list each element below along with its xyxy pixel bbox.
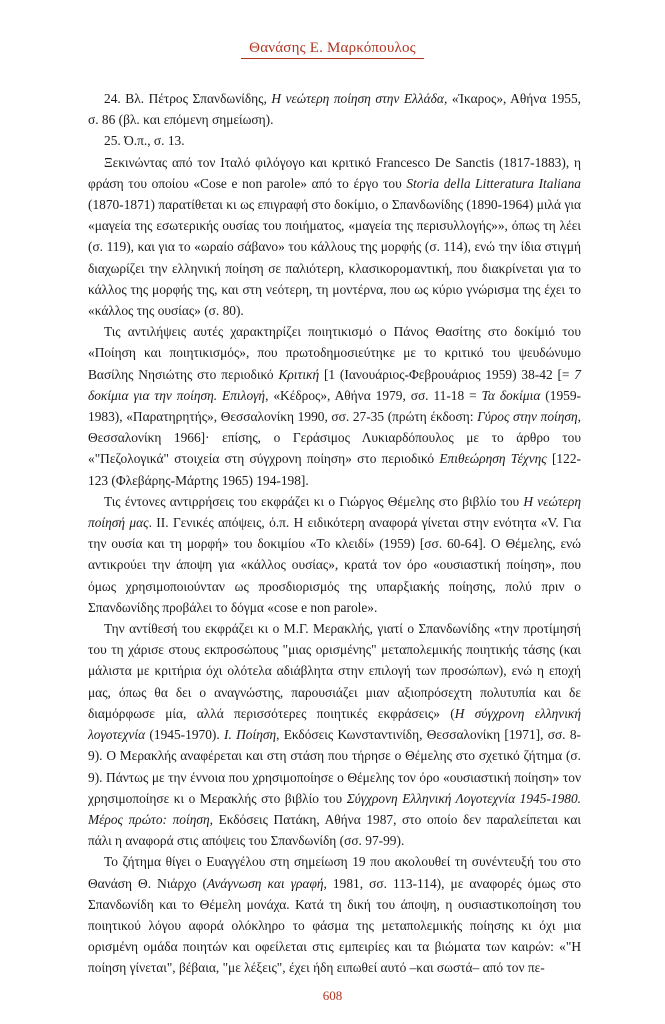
running-title: Θανάσης Ε. Μαρκόπουλος <box>241 40 424 59</box>
notes-body <box>88 88 581 979</box>
note-25-text: 25. Ό.π., σ. 13. <box>104 133 185 149</box>
note-24 <box>88 88 581 130</box>
paragraph-5: Το ζήτημα θίγει ο Ευαγγέλου στη σημείωση 19 που ακολουθεί τη συνέντευξή του στο Θανάση Θ. Νιάρχο (Ανάγνωση και γραφή, 1981, σσ. 113-114), με αναφορές όμως στο Σπανδωνίδη και το Θέμελη μονάχα. Κατά τη δική του άποψη, η ουσιαστικοποίηση του ποιητικού λόγου αφορά ολόκληρο το φάσμα της μεταπολεμικής ποίησης κι όχι μια ορισμένη ομάδα ποιητών και οφείλεται στις εμπειρίες και τα βιώματα των καιρών: «"Η ποίηση γίνεται", βέβαια, "με λέξεις", έχει ήδη ειπωθεί αυτό –και σωστά– από τον πε- <box>88 854 581 976</box>
paragraph-1: Ξεκινώντας από τον Ιταλό φιλόγογο και κριτικό Francesco De Sanctis (1817-1883), η φράση του οποίου «Cose e non parole» από το έργο του Storia della Litteratura Italiana (1870-1871) παρατίθεται κι ως επιγραφή στο δοκίμιο, ο Σπανδωνίδης (1890-1964) μιλά για «μαγεία της εσωτερικής ουσίας του ποιήματος, «μαγεία της περισυλλογής»», όπως τη λέει (σ. 119), και για το «ωραίο σάβανο» του κάλλους της μορφής (σ. 114), ενώ την ίδια στιγμή διαχωρίζει την ελληνική ποίηση σε παλιότερη, κλασικορομαντική, που διακρίνεται για το κάλλος της μορφής της, και στη νεότερη, τη μοντέρνα, που ως κύριο γνώρισμα της έχει το «κάλλος της ουσίας» (σ. 80). <box>88 154 581 319</box>
page-number: 608 <box>322 988 343 1003</box>
note-24-title: Η νεώτερη ποίηση στην Ελλάδα <box>271 91 444 106</box>
running-header <box>0 40 665 59</box>
note-25 <box>88 130 581 151</box>
note-24-rest: , «Ίκαρος», Αθήνα 1955, σ. 86 (βλ. και επόμενη σημείωση). <box>88 91 581 128</box>
paragraph-2: Τις αντιλήψεις αυτές χαρακτηρίζει ποιητικισμό ο Πάνος Θασίτης στο δοκίμιό του «Ποίηση και ποιητικισμός», που πρωτοδημοσιεύτηκε με το κριτικό του ψευδώνυμο Βασίλης Νησιώτης στο περιοδικό Κριτική [1 (Ιανουάριος-Φεβρουάριος 1959) 38-42 [= 7 δοκίμια για την ποίηση. Επιλογή, «Κέδρος», Αθήνα 1979, σσ. 11-18 = Τα δοκίμια (1959-1983), «Παρατηρητής», Θεσσαλονίκη 1990, σσ. 27-35 (πρώτη έκδοση: Γύρος στην ποίηση, Θεσσαλονίκη 1966]· επίσης, ο Γεράσιμος Λυκιαρδόπουλος με το άρθρο του «"Πεζολογικά" στοιχεία στη σύγχρονη ποίηση» στο περιοδικό Επιθεώρηση Τέχνης [122-123 (Φλεβάρης-Μάρτης 1965) 194-198]. <box>88 324 581 488</box>
paragraph-4: Την αντίθεσή του εκφράζει κι ο Μ.Γ. Μερακλής, γιατί ο Σπανδωνίδης «την προτίμησή του τη χάρισε στους εκπροσώπους "μιας ορισμένης" μεταπολεμικής ποιητικής τάσης (και μάλιστα με κριτήρια όχι ολότελα αδιάβλητα στην επιλογή των προσώπων), ενώ η εποχή μας, όπως θα δει ο αναγνώστης, παρουσιάζει μιαν αξιοπρόσεχτη πολυτυπία και δε διαμόρφωσε μία, αλλά περισσότερες ποιητικές εκφράσεις» (Η σύγχρονη ελληνική λογοτεχνία (1945-1970). Ι. Ποίηση, Εκδόσεις Κωνσταντινίδη, Θεσσαλονίκη [1971], σσ. 8-9). Ο Μερακλής αναφέρεται και στη στάση που τήρησε ο Θέμελης στο σχετικό ζήτημα (σ. 9). Πάντως με την έννοια που χρησιμοποίησε ο Θέμελης τον όρο «ουσιαστική ποίηση» τον χρησιμοποίησε κι ο Μερακλής στο βιβλίο του Σύγχρονη Ελληνική Λογοτεχνία 1945-1980. Μέρος πρώτο: ποίηση, Εκδόσεις Πατάκη, Αθήνα 1987, στο οποίο δεν παραλείπεται και πάλι η αναφορά στις απόψεις του Σπανδωνίδη (σσ. 97-99). <box>88 621 582 849</box>
paragraph-3: Τις έντονες αντιρρήσεις του εκφράζει κι ο Γιώργος Θέμελης στο βιβλίο του Η νεώτερη ποίησή μας. ΙΙ. Γενικές απόψεις, ό.π. Η ειδικότερη αναφορά γίνεται στην ενότητα «V. Για την ουσία και τη μορφή» του δοκιμίου «Το κλειδί» (1959) [σσ. 60-64]. Ο Θέμελης, ενώ αντικρούει την άποψη για «κάλλος ουσίας», κρατά τον όρο «ουσιαστική ποίηση», που όμως χρησιμοποιούνταν ως προσδιορισμός της υπαρξιακής ποίησης, πολύ πριν ο Σπανδωνίδης προβάλει το δόγμα «cose e non parole». <box>88 493 581 615</box>
note-24-text: 24. Βλ. Πέτρος Σπανδωνίδης, <box>104 91 272 106</box>
